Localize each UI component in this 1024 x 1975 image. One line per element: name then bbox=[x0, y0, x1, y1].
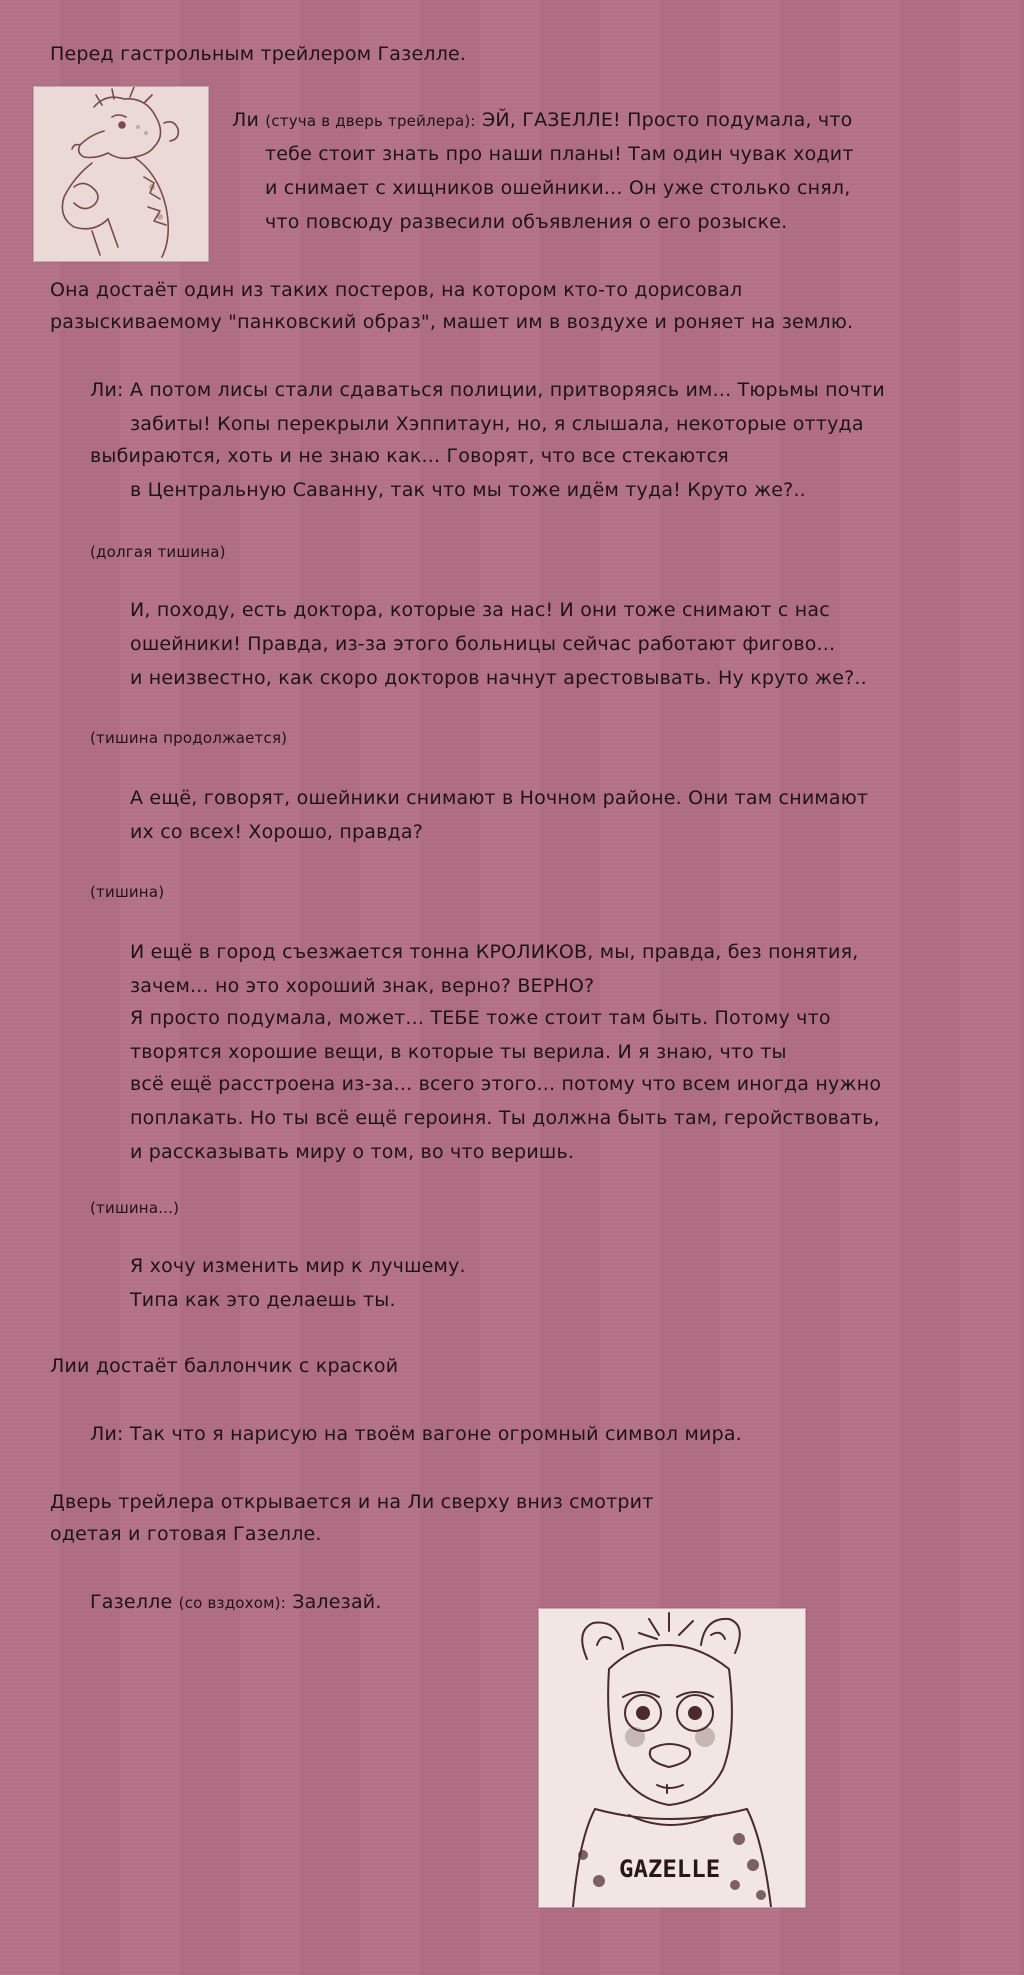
lee-doctors-line-1: И, походу, есть доктора, которые за нас! И они тоже снимают с нас bbox=[130, 599, 830, 621]
lee-doctors-line-3: и неизвестно, как скоро докторов начнут арестовывать. Ну круто же?.. bbox=[130, 667, 867, 689]
lee-foxes-line-1: Ли: А потом лисы стали сдаваться полиции, притворяясь им... Тюрьмы почти bbox=[90, 379, 885, 401]
spray-action: Лии достаёт баллончик с краской bbox=[50, 1355, 399, 1377]
lee-change-line-1: Я хочу изменить мир к лучшему. bbox=[130, 1255, 466, 1277]
lee-rabbits-line-5: всё ещё расстроена из-за... всего этого... потому что всем иногда нужно bbox=[130, 1073, 882, 1095]
shirt-lettering: GAZELLE bbox=[619, 1855, 721, 1883]
stage-direction-knock: (стуча в дверь трейлера): bbox=[265, 112, 476, 130]
lee-doctors-line-2: ошейники! Правда, из-за этого больницы сейчас работают фигово... bbox=[130, 633, 836, 655]
lee-foxes-line-4: в Центральную Саванну, так что мы тоже идём туда! Круто же?.. bbox=[130, 479, 806, 501]
scene-intro: Перед гастрольным трейлером Газелле. bbox=[50, 43, 467, 65]
lee-rabbits-line-6: поплакать. Но ты всё ещё героиня. Ты должна быть там, геройствовать, bbox=[130, 1107, 880, 1129]
lee-knock-line-4: что повсюду развесили объявления о его розыске. bbox=[265, 211, 788, 233]
lee-rabbits-line-4: творятся хорошие вещи, в которые ты верила. И я знаю, что ты bbox=[130, 1041, 787, 1063]
lee-rabbits-line-2: зачем... но это хороший знак, верно? ВЕРНО? bbox=[130, 975, 595, 997]
lee-rabbits-line-1: И ещё в город съезжается тонна КРОЛИКОВ, мы, правда, без понятия, bbox=[130, 941, 859, 963]
lee-night-line-2: их со всех! Хорошо, правда? bbox=[130, 821, 423, 843]
poster-action-line-2: разыскиваемому "панковский образ", машет им в воздухе и роняет на землю. bbox=[50, 311, 854, 333]
pause-long-silence: (долгая тишина) bbox=[90, 543, 226, 561]
lee-rabbits-line-3: Я просто подумала, может... ТЕБЕ тоже стоит там быть. Потому что bbox=[130, 1007, 831, 1029]
door-action-line-1: Дверь трейлера открывается и на Ли сверху вниз смотрит bbox=[50, 1491, 654, 1513]
lee-knock-line-1 bbox=[232, 104, 852, 137]
pause-silence: (тишина) bbox=[90, 883, 165, 901]
lee-change-line-2: Типа как это делаешь ты. bbox=[130, 1289, 396, 1311]
stage-direction-sigh: (со вздохом): bbox=[178, 1594, 286, 1612]
dialogue-text: Залезай. bbox=[292, 1591, 382, 1613]
lee-foxes-line-2: забиты! Копы перекрыли Хэппитаун, но, я слышала, некоторые оттуда bbox=[130, 413, 864, 435]
gazelle-line bbox=[90, 1586, 382, 1619]
lee-night-line-1: А ещё, говорят, ошейники снимают в Ночном районе. Они там снимают bbox=[130, 787, 869, 809]
lee-hyena-drawing bbox=[34, 87, 208, 261]
dialogue-text: ЭЙ, ГАЗЕЛЛЕ! Просто подумала, что bbox=[481, 109, 853, 131]
lee-knock-line-3: и снимает с хищников ошейники... Он уже столько снял, bbox=[265, 177, 851, 199]
lee-knock-line-2: тебе стоит знать про наши планы! Там один чувак ходит bbox=[265, 143, 854, 165]
poster-action-line-1: Она достаёт один из таких постеров, на котором кто-то дорисовал bbox=[50, 279, 743, 301]
lee-rabbits-line-7: и рассказывать миру о том, во что веришь. bbox=[130, 1141, 575, 1163]
gazelle-drawing bbox=[539, 1609, 805, 1907]
lee-sketch-image bbox=[33, 86, 209, 262]
pause-silence-ellipsis: (тишина...) bbox=[90, 1199, 180, 1217]
pause-silence-continues: (тишина продолжается) bbox=[90, 729, 288, 747]
door-action-line-2: одетая и готовая Газелле. bbox=[50, 1523, 322, 1545]
speaker-lee: Ли bbox=[232, 109, 260, 131]
lee-foxes-line-3: выбираются, хоть и не знаю как... Говорят, что все стекаются bbox=[90, 445, 729, 467]
gazelle-sketch-image bbox=[538, 1608, 806, 1908]
lee-paint-line: Ли: Так что я нарисую на твоём вагоне огромный символ мира. bbox=[90, 1423, 742, 1445]
speaker-gazelle: Газелле bbox=[90, 1591, 173, 1613]
